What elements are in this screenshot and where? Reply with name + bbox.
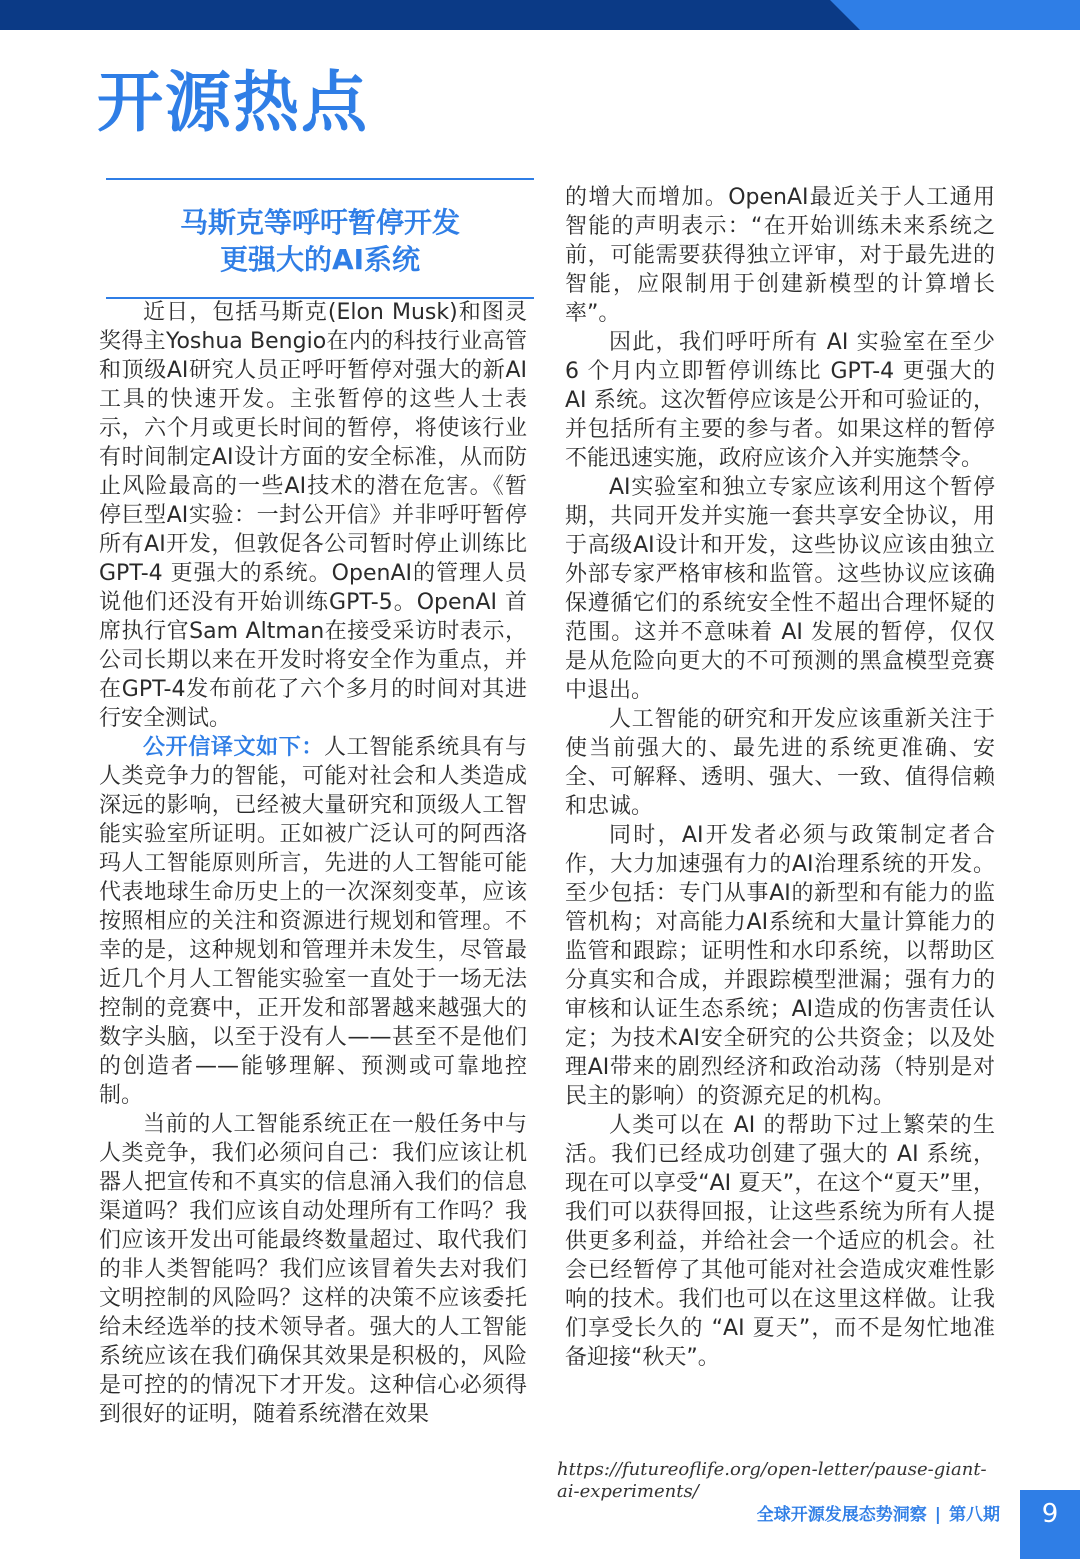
left-column [99,298,527,1429]
right-paragraph-4: 人工智能的研究和开发应该重新关注于使当前强大的、最先进的系统更准确、安全、可解释、透明、强大、一致、值得信赖和忠诚。 [565,707,995,819]
left-paragraph-1: 近日，包括马斯克(Elon Musk)和图灵奖得主Yoshua Bengio在内的科技行业高管和顶级AI研究人员正呼吁暂停对强大的新AI工具的快速开发。主张暂停的这些人士表示，六个月或更长时间的暂停，将使该行业有时间制定AI设计方面的安全标准，从而防止风险最高的一些AI技术的潜在危害。《暂停巨型AI实验：一封公开信》并非呼吁暂停所有AI开发，但敦促各公司暂时停止训练比GPT-4 更强大的系统。OpenAI的管理人员说他们还没有开始训练GPT-5。OpenAI 首席执行官Sam Altman在接受采访时表示，公司长期以来在开发时将安全作为重点，并在GPT-4发布前花了六个多月的时间对其进行安全测试。 [99,300,527,731]
section-title: 开源热点 [97,64,369,141]
top-banner-accent [830,0,1080,30]
right-column [565,183,995,1372]
footer-publication [757,1500,1000,1525]
footer-separator: | [934,1505,941,1525]
right-paragraph-2: 因此，我们呼吁所有 AI 实验室在至少 6 个月内立即暂停训练比 GPT-4 更强大的 AI 系统。这次暂停应该是公开和可验证的，并包括所有主要的参与者。如果这样的暂停不能迅速实施，政府应该介入并实施禁令。 [565,330,995,471]
right-paragraph-1: 的增大而增加。OpenAI最近关于人工通用智能的声明表示：“在开始训练未来系统之前，可能需要获得独立评审，对于最先进的智能，应限制用于创建新模型的计算增长率”。 [565,185,995,326]
right-paragraph-5: 同时，AI开发者必须与政策制定者合作，大力加速强有力的AI治理系统的开发。至少包括：专门从事AI的新型和有能力的监管机构；对高能力AI系统和大量计算能力的监管和跟踪；证明性和水印系统，以帮助区分真实和合成，并跟踪模型泄漏；强有力的审核和认证生态系统；AI造成的伤害责任认定；为技术AI安全研究的公共资金；以及处理AI带来的剧烈经济和政治动荡（特别是对民主的影响）的资源充足的机构。 [565,823,995,1109]
left-paragraph-3: 当前的人工智能系统正在一般任务中与人类竞争，我们必须问自己：我们应该让机器人把宣传和不真实的信息涌入我们的信息渠道吗？我们应该自动处理所有工作吗？我们应该开发出可能最终数量超过、取代我们的非人类智能吗？我们应该冒着失去对我们文明控制的风险吗？这样的决策不应该委托给未经选举的技术领导者。强大的人工智能系统应该在我们确保其效果是积极的，风险是可控的的情况下才开发。这种信心必须得到很好的证明，随着系统潜在效果 [99,1112,527,1427]
top-banner [0,0,1080,30]
headline-line-2: 更强大的AI系统 [219,243,421,276]
issue-number: 第八期 [949,1505,1000,1525]
headline-line-1: 马斯克等呼吁暂停开发 [179,206,460,239]
right-paragraph-6: 人类可以在 AI 的帮助下过上繁荣的生活。我们已经成功创建了强大的 AI 系统，现在可以享受“AI 夏天”，在这个“夏天”里，我们可以获得回报，让这些系统为所有人提供更多利益，并给社会一个适应的机会。社会已经暂停了其他可能对社会造成灾难性影响的技术。我们也可以在这里这样做。让我们享受长久的 “AI 夏天”，而不是匆忙地准备迎接“秋天”。 [565,1113,995,1370]
source-link[interactable]: https://futureoflife.org/open-letter/pause-giant-ai-experiments/ [557,1459,987,1502]
translation-label: 公开信译文如下： [143,735,324,760]
article-headline [106,204,534,278]
left-paragraph-2 [99,733,527,1110]
publication-name: 全球开源发展态势洞察 [756,1505,927,1525]
page-number: 9 [1020,1490,1080,1559]
right-paragraph-3: AI实验室和独立专家应该利用这个暂停期，共同开发并实施一套共享安全协议，用于高级AI设计和开发，这些协议应该由独立外部专家严格审核和监管。这些协议应该确保遵循它们的系统安全性不超出合理怀疑的范围。这并不意味着 AI 发展的暂停，仅仅是从危险向更大的不可预测的黑盒模型竞赛中退出。 [565,475,995,703]
translation-text: 人工智能系统具有与人类竞争力的智能，可能对社会和人类造成深远的影响，已经被大量研究和顶级人工智能实验室所证明。正如被广泛认可的阿西洛玛人工智能原则所言，先进的人工智能可能代表地球生命历史上的一次深刻变革，应该按照相应的关注和资源进行规划和管理。不幸的是，这种规划和管理并未发生，尽管最近几个月人工智能实验室一直处于一场无法控制的竞赛中，正开发和部署越来越强大的数字头脑，以至于没有人——甚至不是他们的创造者——能够理解、预测或可靠地控制。 [99,735,527,1108]
headline-top-rule [106,178,534,180]
